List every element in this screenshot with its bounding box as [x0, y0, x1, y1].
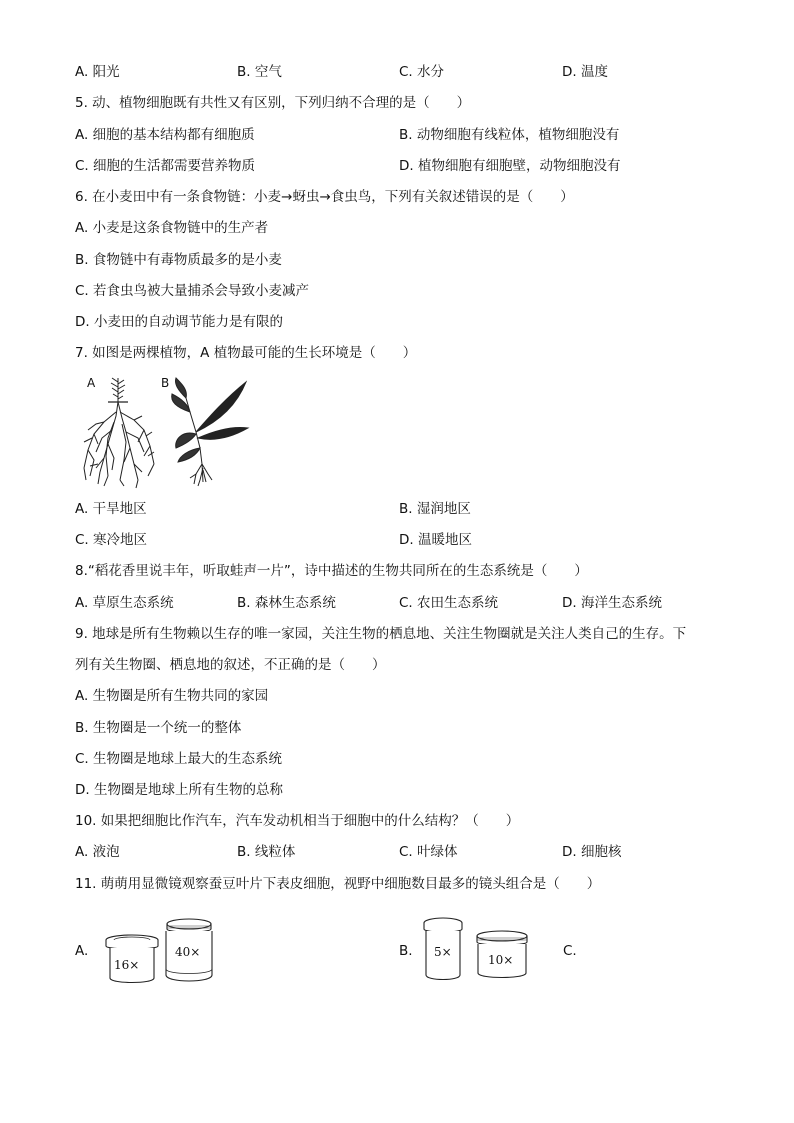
q6-option-a: A. 小麦是这条食物链中的生产者: [75, 220, 269, 236]
q6-option-d: D. 小麦田的自动调节能力是有限的: [75, 314, 283, 330]
objective-lens-40x: [164, 917, 214, 985]
q5-option-a: A. 细胞的基本结构都有细胞质: [75, 127, 255, 143]
q4-option-d: D. 温度: [562, 64, 608, 80]
lens-label-40x: 40×: [175, 945, 201, 959]
q6-stem: 6. 在小麦田中有一条食物链：小麦→蚜虫→食虫鸟，下列有关叙述错误的是（ ）: [75, 189, 574, 205]
q7-option-a: A. 干旱地区: [75, 501, 147, 517]
eyepiece-lens-16x: [104, 934, 160, 984]
q10-option-c: C. 叶绿体: [399, 844, 458, 860]
q8-option-b: B. 森林生态系统: [237, 595, 336, 611]
q7-stem: 7. 如图是两棵植物，A 植物最可能的生长环境是（ ）: [75, 345, 417, 361]
plant-b-drawing: [172, 378, 248, 486]
q11-option-c: C.: [563, 943, 577, 959]
objective-lens-10x: [474, 929, 530, 981]
q8-option-a: A. 草原生态系统: [75, 595, 174, 611]
q5-stem: 5. 动、植物细胞既有共性又有区别，下列归纳不合理的是（ ）: [75, 95, 471, 111]
q7-option-d: D. 温暖地区: [399, 532, 472, 548]
q6-option-c: C. 若食虫鸟被大量捕杀会导致小麦减产: [75, 283, 310, 299]
plant-b-label: B: [161, 376, 170, 390]
q10-option-d: D. 细胞核: [562, 844, 622, 860]
q8-option-d: D. 海洋生态系统: [562, 595, 662, 611]
eyepiece-lens-5x: [422, 917, 464, 983]
q9-stem-line1: 9. 地球是所有生物赖以生存的唯一家园，关注生物的栖息地、关注生物圈就是关注人类自己的生存。下: [75, 626, 687, 642]
q10-option-b: B. 线粒体: [237, 844, 296, 860]
plant-a-label: A: [87, 376, 96, 390]
q11-option-a: A.: [75, 943, 89, 959]
q9-option-d: D. 生物圈是地球上所有生物的总称: [75, 782, 283, 798]
q9-option-c: C. 生物圈是地球上最大的生态系统: [75, 751, 283, 767]
q4-option-b: B. 空气: [237, 64, 282, 80]
q9-option-b: B. 生物圈是一个统一的整体: [75, 720, 242, 736]
q7-option-c: C. 寒冷地区: [75, 532, 148, 548]
q9-option-a: A. 生物圈是所有生物共同的家园: [75, 688, 269, 704]
plants-drawing: [78, 372, 253, 490]
plant-a-drawing: [84, 378, 154, 488]
q10-option-a: A. 液泡: [75, 844, 120, 860]
lens-label-5x: 5×: [434, 945, 452, 959]
lens-label-10x: 10×: [488, 953, 514, 967]
q5-option-b: B. 动物细胞有线粒体，植物细胞没有: [399, 127, 620, 143]
lens-label-16x: 16×: [114, 958, 140, 972]
q4-option-c: C. 水分: [399, 64, 445, 80]
q5-option-d: D. 植物细胞有细胞壁，动物细胞没有: [399, 158, 621, 174]
q5-option-c: C. 细胞的生活都需要营养物质: [75, 158, 256, 174]
q10-stem: 10. 如果把细胞比作汽车，汽车发动机相当于细胞中的什么结构？（ ）: [75, 813, 520, 829]
q4-option-a: A. 阳光: [75, 64, 120, 80]
q11-stem: 11. 萌萌用显微镜观察蚕豆叶片下表皮细胞，视野中细胞数目最多的镜头组合是（ ）: [75, 876, 601, 892]
q6-option-b: B. 食物链中有毒物质最多的是小麦: [75, 252, 282, 268]
q9-stem-line2: 列有关生物圈、栖息地的叙述，不正确的是（ ）: [75, 657, 386, 673]
q8-stem: 8.“稻花香里说丰年，听取蛙声一片”，诗中描述的生物共同所在的生态系统是（ ）: [75, 563, 588, 579]
q7-plants-figure: [78, 372, 253, 490]
q7-option-b: B. 湿润地区: [399, 501, 471, 517]
q8-option-c: C. 农田生态系统: [399, 595, 499, 611]
q11-option-b: B.: [399, 943, 413, 959]
